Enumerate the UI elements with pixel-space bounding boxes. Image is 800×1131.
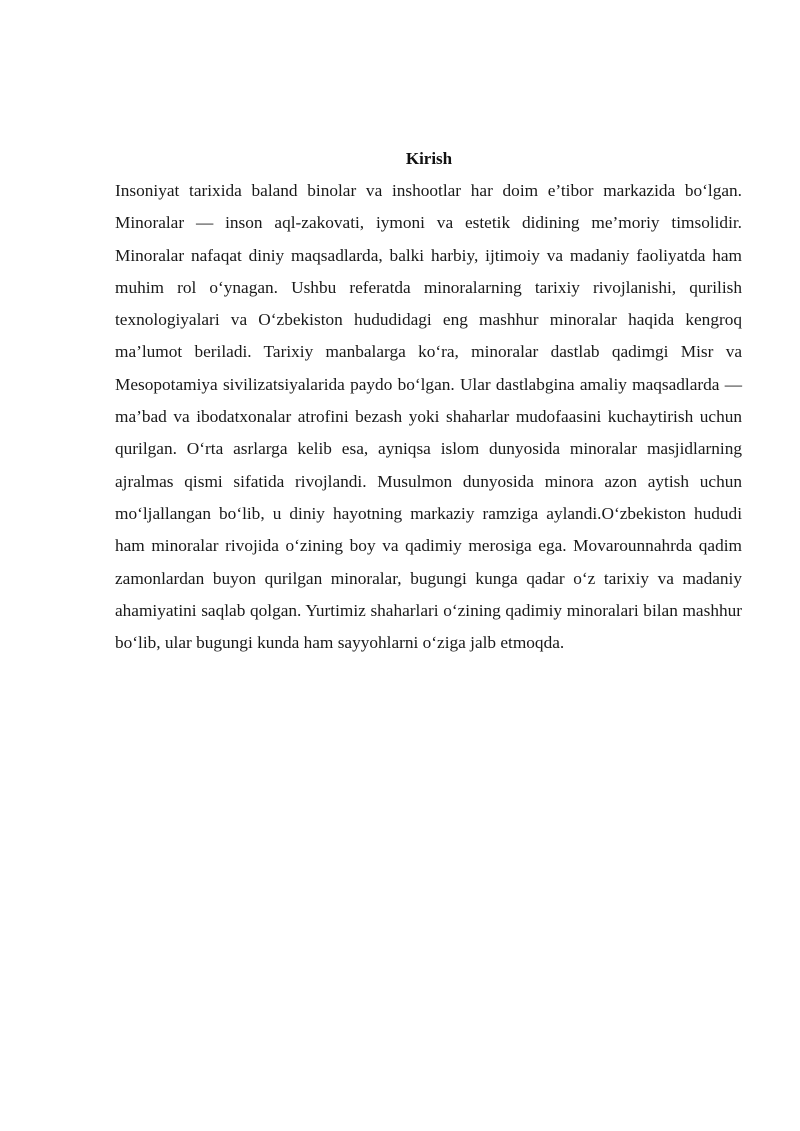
body-paragraph: Insoniyat tarixida baland binolar va inshootlar har doim e’tibor markazida bo‘lgan. Minoralar — inson aql-zakovati, iymoni va estetik didining me’moriy timsolidir. Minoralar nafaqat diniy maqsadlarda, balki harbiy, ijtimoiy va madaniy faoliyatda ham muhim rol o‘ynagan. Ushbu referatda minoralarning tarixiy rivojlanishi, qurilish texnologiyalari va O‘zbekiston hududidagi eng mashhur minoralar haqida kengroq ma’lumot beriladi. Tarixiy manbalarga ko‘ra, minoralar dastlab qadimgi Misr va Mesopotamiya sivilizatsiyalarida paydo bo‘lgan. Ular dastlabgina amaliy maqsadlarda — ma’bad va ibodatxonalar atrofini bezash yoki shaharlar mudofaasini kuchaytirish uchun qurilgan. O‘rta asrlarga kelib esa, ayniqsa islom dunyosida minoralar masjidlarning ajralmas qismi sifatida rivojlandi. Musulmon dunyosida minora azon aytish uchun mo‘ljallangan bo‘lib, u diniy hayotning markaziy ramziga aylandi.O‘zbekiston hududi ham minoralar rivojida o‘zining boy va qadimiy merosiga ega. Movarounnahrda qadim zamonlardan buyon qurilgan minoralar, bugungi kunga qadar o‘z tarixiy va madaniy ahamiyatini saqlab qolgan. Yurtimiz shaharlari o‘zining qadimiy minoralari bilan mashhur bo‘lib, ular bugungi kunda ham sayyohlarni o‘ziga jalb etmoqda. bbox=[115, 181, 742, 653]
section-heading: Kirish bbox=[405, 149, 453, 168]
